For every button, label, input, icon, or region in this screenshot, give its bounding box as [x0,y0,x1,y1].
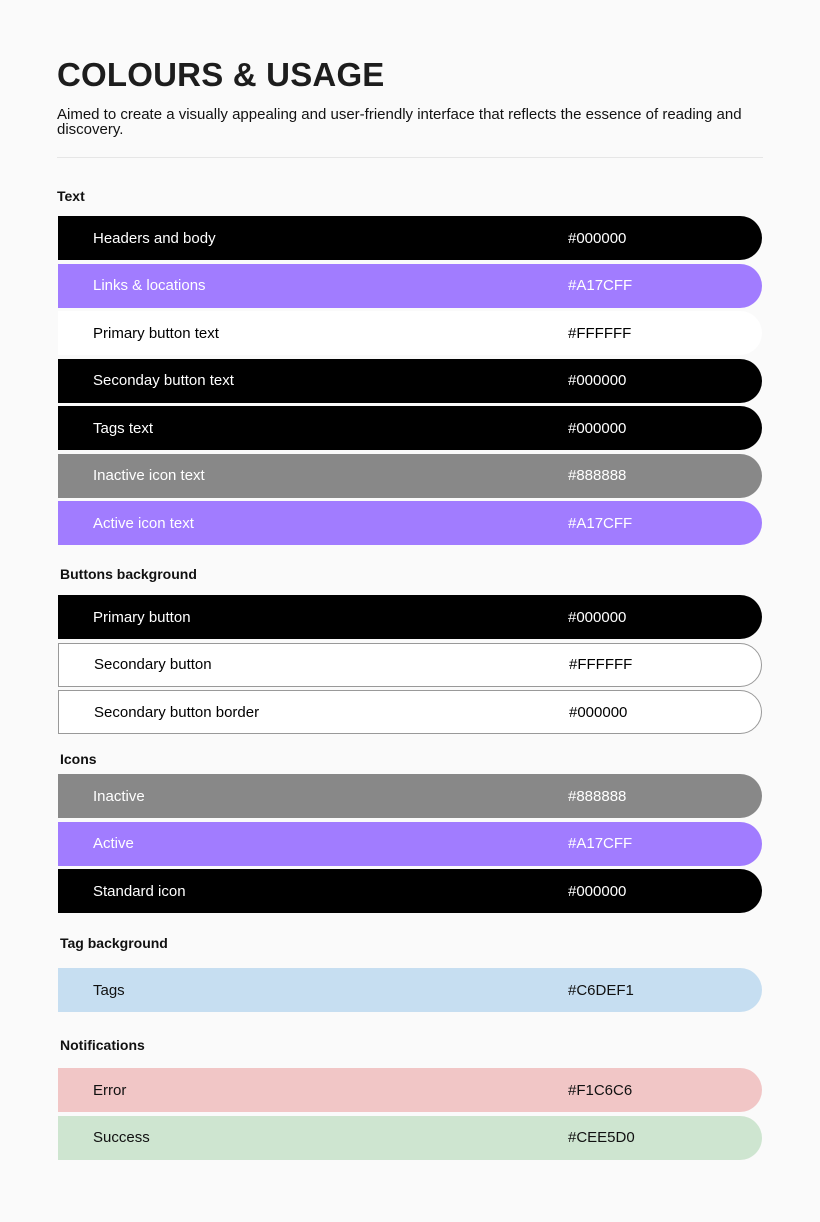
swatch-label: Active icon text [93,514,194,532]
swatch-hex-value: #000000 [569,703,628,721]
swatch-hex-value: #CEE5D0 [568,1129,635,1146]
swatch-hex-value: #F1C6C6 [568,1081,633,1099]
page-subtitle: Aimed to create a visually appealing and user-friendly interface that reflects the essence of reading and discovery. [57,106,742,138]
swatch-row-primary-button [58,595,762,639]
section-label-tag-background: Tag background [60,935,168,951]
swatch-hex-value: #888888 [568,787,627,805]
swatch-label: Success [93,1129,150,1146]
swatch-row-active [58,822,762,866]
divider [57,157,763,158]
swatch-hex-value: #000000 [568,419,627,437]
swatch-hex-value: #000000 [568,608,627,626]
swatch-label: Standard icon [93,882,186,900]
swatch-hex-value: #FFFFFF [568,324,632,342]
section-notifications [57,1038,763,1160]
swatch-row-inactive-icon-text [58,454,762,498]
swatch-label: Inactive [93,787,145,805]
swatch-label: Primary button [93,608,191,626]
section-text [57,189,763,545]
swatch-hex-value: #888888 [568,467,627,484]
swatch-row-links-locations [58,264,762,308]
section-label-text: Text [57,188,85,204]
swatch-row-standard-icon [58,869,762,913]
swatch-row-secondary-button [58,643,762,687]
section-label-icons: Icons [60,751,97,767]
swatch-label: Active [93,835,134,852]
swatch-row-seconday-button-text [58,359,762,403]
swatch-label: Error [93,1081,127,1099]
sections-container [57,189,763,1160]
section-icons [57,752,763,913]
swatch-hex-value: #C6DEF1 [568,981,634,999]
swatch-row-inactive [58,774,762,818]
swatch-hex-value: #A17CFF [568,514,633,532]
swatch-row-active-icon-text [58,501,762,545]
swatch-row-headers-and-body [58,216,762,260]
swatch-row-success [58,1116,762,1160]
section-label-buttons-background: Buttons background [60,566,197,582]
swatch-label: Seconday button text [93,372,234,389]
swatch-row-secondary-button-border [58,690,762,734]
swatch-hex-value: #A17CFF [568,835,633,852]
swatch-row-primary-button-text [58,311,762,355]
section-label-notifications: Notifications [60,1037,145,1053]
swatch-hex-value: #A17CFF [568,277,633,294]
swatch-hex-value: #000000 [568,882,627,900]
swatch-label: Headers and body [93,229,216,247]
swatch-row-tags-text [58,406,762,450]
section-buttons-background [57,567,763,734]
page-title: COLOURS & USAGE [57,56,385,93]
swatch-label: Links & locations [93,277,206,294]
swatch-row-error [58,1068,762,1112]
swatch-hex-value: #000000 [568,372,627,389]
swatch-row-tags [58,968,762,1012]
section-tag-background [57,936,763,1012]
swatch-label: Inactive icon text [93,467,205,484]
swatch-label: Tags [93,981,125,999]
swatch-label: Tags text [93,419,154,437]
swatch-label: Primary button text [93,324,219,342]
swatch-label: Secondary button border [94,703,260,721]
swatch-hex-value: #000000 [568,229,627,247]
swatch-hex-value: #FFFFFF [569,656,633,673]
swatch-label: Secondary button [94,656,212,673]
